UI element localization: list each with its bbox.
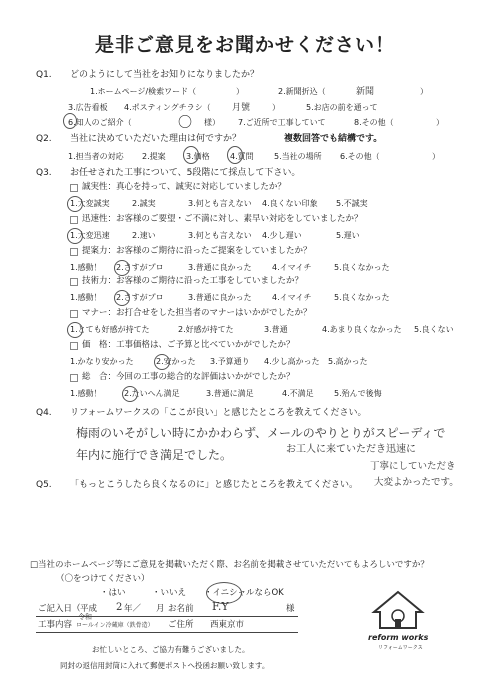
q3-item-option: 5.良くなかった [334, 293, 390, 302]
q3-item-option: 1.かなり安かった [70, 357, 134, 366]
era-alt-handwritten: 令和 [78, 613, 92, 621]
entry-month-unit: 月 [156, 604, 165, 614]
q2-option-4: 4.質問 [230, 152, 254, 161]
q1-option-2-value: 新聞 [356, 87, 375, 97]
q3-item-option: 3.普通に良かった [188, 293, 252, 302]
q3-item-option: 2.速い [132, 231, 156, 240]
q5-number: Q5. [36, 480, 52, 490]
q4-number: Q4. [36, 408, 52, 418]
q3-item-heading: 総 合：今回の工事の総合的な評価はいかがでしたか？ [82, 372, 295, 382]
q2-option-6-close: ） [432, 152, 440, 161]
q3-item-option: 1.感動！ [70, 263, 102, 272]
q3-item-option: 2.好感が持てた [178, 325, 234, 334]
q2-text: 当社に決めていただいた理由は何ですか？ [70, 134, 242, 144]
q2-option-2: 2.提案 [142, 152, 166, 161]
q3-item-heading: 提案力：お客様のご期待に沿ったご提案をしていましたか？ [82, 246, 312, 256]
q3-number: Q3. [36, 168, 52, 178]
q3-item-option: 3.何とも言えない [188, 199, 252, 208]
address-value: 西東京市 [210, 620, 245, 630]
q1-option-7: 7.ご近所で工事していて [238, 118, 326, 127]
q4-handwritten-line-4: 丁寧にしていただき [370, 461, 456, 472]
q1-option-6-unit: 様） [204, 118, 220, 127]
q1-option-8-close: ） [436, 118, 444, 127]
work-underline [36, 632, 298, 633]
q1-option-6-value: 〇 [178, 115, 192, 131]
q3-text: お任せされた工事について、5段階にて採点して下さい。 [70, 168, 301, 178]
q3-item-option: 5.高かった [328, 357, 368, 366]
q3-item-checkbox [70, 216, 78, 224]
q4-handwritten-line-3: お工人に来ていただき迅速に [286, 444, 416, 455]
q3-item-option: 5.不誠実 [336, 199, 368, 208]
q5-text: 「もっとこうしたら良くなるのに」と感じたところを教えてください。 [70, 480, 359, 490]
consent-option-yes: ・はい [100, 588, 126, 598]
q1-option-2-close: ） [420, 87, 428, 96]
q3-item-option: 3.普通に満足 [206, 389, 254, 398]
address-label: ご住所 [168, 620, 194, 630]
work-value: ロールイン冷蔵庫（鉄骨造） [76, 622, 154, 629]
q4-handwritten-line-1: 梅雨のいそがしい時にかかわらず、メールのやりとりがスピーディで [76, 426, 446, 440]
entry-underline [36, 616, 298, 617]
name-value: F.Y [212, 600, 229, 613]
q3-item-option: 3.予算通り [210, 357, 250, 366]
return-instruction: 同封の返信用封筒に入れて郵便ポストへ投函お願い致します。 [60, 661, 270, 670]
q3-item-option: 5.良くなかった [334, 263, 390, 272]
entry-date-label: ご記入日（ [38, 604, 81, 614]
q3-item-heading: 迅速性：お客様のご要望・ご不満に対し、素早い対応をしていましたか？ [82, 214, 363, 224]
q3-item-checkbox [70, 374, 78, 382]
q3-item-option: 2.さすがプロ [116, 263, 164, 272]
q3-item-option: 4.良くない印象 [262, 199, 318, 208]
q1-option-3: 3.広告看板 [68, 103, 108, 112]
thanks-text: お忙しいところ、ご協力有難うございました。 [92, 645, 250, 654]
q3-item-checkbox [70, 342, 78, 350]
q2-option-1: 1.担当者の対応 [68, 152, 124, 161]
q3-item-heading: マナー：お打合せをした担当者のマナーはいかがでしたか？ [82, 308, 312, 318]
q3-item-option: 3.何とも言えない [188, 231, 252, 240]
consent-instruction: （〇をつけてください） [56, 574, 150, 584]
house-logo-icon [368, 588, 428, 632]
q3-item-option: 4.あまり良くなかった [322, 325, 402, 334]
reform-works-logo [368, 588, 428, 650]
q3-item-option: 5.殆んで後悔 [334, 389, 382, 398]
q1-option-8: 8.その他（ [354, 118, 394, 127]
q3-item-option: 1.大変誠実 [70, 199, 110, 208]
q4-text: リフォームワークスの「ここが良い」と感じたところを教えてください。 [70, 408, 367, 418]
q3-item-option: 1.感動！ [70, 293, 102, 302]
q1-option-1: 1.ホームページ/検索ワード（ [90, 87, 197, 96]
q3-item-option: 4.少し高かった [264, 357, 320, 366]
q3-item-checkbox [70, 184, 78, 192]
q1-option-1-close: ） [236, 87, 244, 96]
q3-item-option: 3.普通に良かった [188, 263, 252, 272]
q2-number: Q2. [36, 134, 52, 144]
q1-option-4-value: 月號 [232, 103, 251, 113]
q1-option-4-close: ） [272, 103, 280, 112]
q3-item-option: 3.普通 [264, 325, 288, 334]
q3-item-option: 1.とても好感が持てた [70, 325, 150, 334]
q3-item-option: 2.たいへん満足 [124, 389, 180, 398]
logo-brand: reform works [368, 633, 429, 642]
consent-option-no: ・いいえ [152, 588, 187, 598]
q3-item-heading: 誠実性：真心を持って、誠実に対応していましたか？ [82, 182, 286, 192]
q3-item-option: 1.大変迅速 [70, 231, 110, 240]
logo-subtitle: リフォームワークス [378, 645, 423, 651]
page-title: 是非ご意見をお聞かせください！ [94, 34, 395, 56]
q1-text: どのようにして当社をお知りになりましたか？ [70, 70, 260, 80]
q2-note: 複数回答でも結構です。 [284, 134, 383, 144]
entry-year-value: 2 [116, 602, 123, 613]
q3-item-option: 4.少し遅い [262, 231, 302, 240]
q4-handwritten-line-2: 年内に施行でき満足でした。 [76, 448, 233, 462]
q2-option-6: 6.その他（ [340, 152, 380, 161]
q1-option-4: 4.ポスティングチラシ（ [124, 103, 211, 112]
q3-item-option: 5.遅い [336, 231, 360, 240]
q3-item-option: 5.良くない [414, 325, 454, 334]
q3-item-heading: 価 格：工事価格は、ご予算と比べていかがでしたか？ [82, 340, 295, 350]
q1-option-2: 2.新聞折込（ [278, 87, 326, 96]
q3-item-heading: 技術力：お客様のご期待に沿った工事をしていましたか？ [82, 276, 304, 286]
q3-item-checkbox [70, 278, 78, 286]
q2-option-5: 5.当社の場所 [274, 152, 322, 161]
name-label: お名前 [168, 604, 194, 614]
q3-item-option: 1.感動！ [70, 389, 102, 398]
q3-item-checkbox [70, 310, 78, 318]
q3-item-option: 4.イマイチ [272, 263, 312, 272]
q3-item-option: 4.イマイチ [272, 293, 312, 302]
work-label: 工事内容 [38, 620, 73, 630]
q1-option-5: 5.お店の前を通って [306, 103, 378, 112]
q2-option-3: 3.価格 [186, 152, 210, 161]
q3-item-option: 4.不満足 [282, 389, 314, 398]
q3-item-option: 2.安かった [156, 357, 196, 366]
consent-question: □当社のホームページ等にご意見を掲載いただく際、お名前を掲載させていただいてもよろしいですか？ [30, 560, 429, 570]
consent-option-initial: ・イニシャルならOK [204, 588, 284, 598]
q1-number: Q1. [36, 70, 52, 80]
q3-item-option: 2.誠実 [132, 199, 156, 208]
era-label: 平成 [80, 604, 98, 614]
entry-year-unit: 年／ [124, 604, 142, 614]
q3-item-option: 2.さすがプロ [116, 293, 164, 302]
q1-option-6: 6.知人のご紹介（ [68, 118, 132, 127]
name-honorific: 様 [286, 604, 295, 614]
q3-item-checkbox [70, 248, 78, 256]
q4-handwritten-line-5: 大変よかったです。 [374, 477, 459, 488]
